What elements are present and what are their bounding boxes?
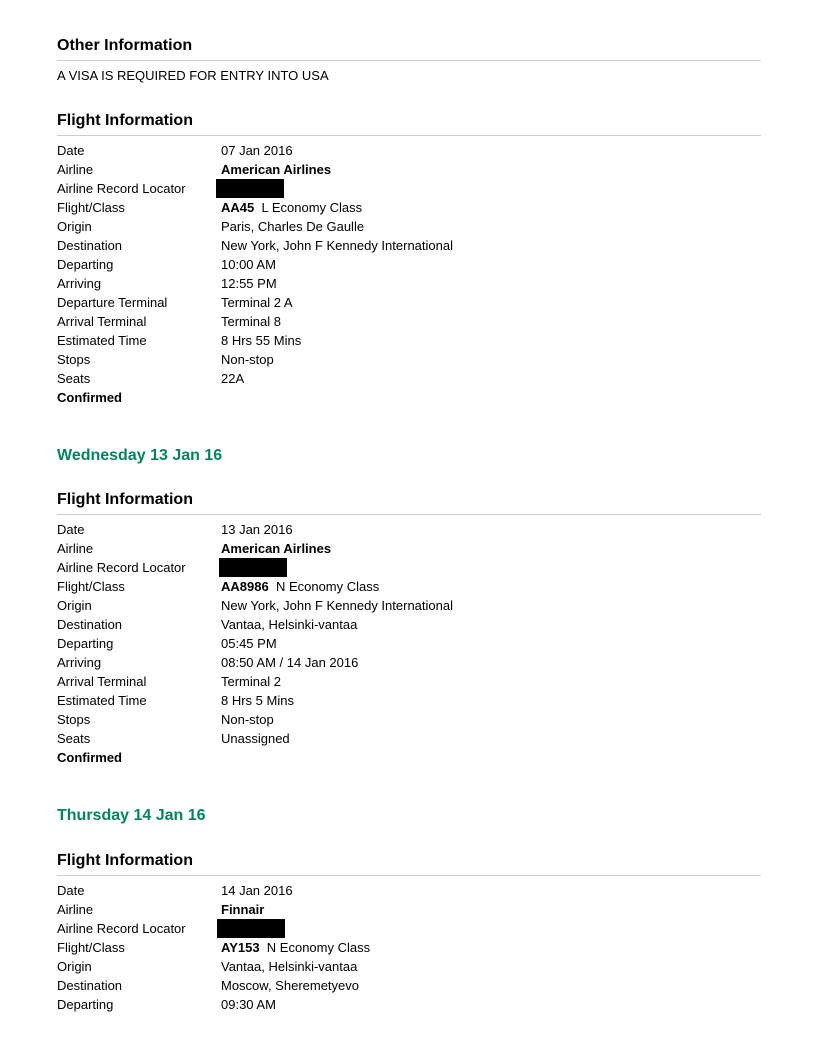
seats-label: Seats bbox=[57, 731, 91, 746]
departing-value: 09:30 AM bbox=[221, 997, 276, 1012]
stops-row bbox=[57, 350, 757, 369]
flight-class-row bbox=[57, 938, 757, 957]
date-row bbox=[57, 141, 757, 160]
airline-value: American Airlines bbox=[221, 541, 332, 556]
airline-value: American Airlines bbox=[221, 162, 332, 177]
destination-label: Destination bbox=[57, 978, 123, 993]
arrival-terminal-value: Terminal 8 bbox=[221, 314, 281, 329]
arriving-label: Arriving bbox=[57, 276, 102, 291]
destination-row bbox=[57, 976, 757, 995]
flight-3-details bbox=[57, 881, 757, 1014]
origin-row bbox=[57, 217, 757, 236]
locator-row bbox=[57, 179, 757, 198]
date-value: 14 Jan 2016 bbox=[221, 883, 293, 898]
flight-2-details bbox=[57, 520, 757, 767]
stops-row bbox=[57, 710, 757, 729]
flight-class-label: Flight/Class bbox=[57, 940, 125, 955]
stops-label: Stops bbox=[57, 352, 91, 367]
stops-value: Non-stop bbox=[221, 352, 274, 367]
seats-label: Seats bbox=[57, 371, 91, 386]
arriving-row bbox=[57, 274, 757, 293]
destination-label: Destination bbox=[57, 238, 123, 253]
date-row bbox=[57, 881, 757, 900]
class-value: N Economy Class bbox=[275, 579, 380, 594]
airline-label: Airline bbox=[57, 541, 94, 556]
estimated-time-value: 8 Hrs 5 Mins bbox=[221, 693, 294, 708]
flight-1-details bbox=[57, 141, 757, 407]
departing-row bbox=[57, 995, 757, 1014]
locator-label: Airline Record Locator bbox=[57, 921, 186, 936]
destination-value: Vantaa, Helsinki-vantaa bbox=[221, 617, 358, 632]
date-value: 13 Jan 2016 bbox=[221, 522, 293, 537]
destination-value: New York, John F Kennedy International bbox=[221, 238, 453, 253]
day-heading-wednesday: Wednesday 13 Jan 16 bbox=[57, 447, 223, 464]
stops-label: Stops bbox=[57, 712, 91, 727]
destination-label: Destination bbox=[57, 617, 123, 632]
class-value: N Economy Class bbox=[266, 940, 371, 955]
arrival-terminal-row bbox=[57, 312, 757, 331]
estimated-time-row bbox=[57, 691, 757, 710]
day-heading-thursday: Thursday 14 Jan 16 bbox=[57, 807, 206, 824]
departure-terminal-value: Terminal 2 A bbox=[221, 295, 293, 310]
origin-label: Origin bbox=[57, 598, 92, 613]
departing-label: Departing bbox=[57, 997, 114, 1012]
departing-row bbox=[57, 255, 757, 274]
class-value: L Economy Class bbox=[261, 200, 363, 215]
estimated-time-label: Estimated Time bbox=[57, 693, 147, 708]
airline-label: Airline bbox=[57, 902, 94, 917]
booking-status: Confirmed bbox=[57, 390, 122, 405]
destination-value: Moscow, Sheremetyevo bbox=[221, 978, 360, 993]
locator-row bbox=[57, 919, 757, 938]
flight-number: AY153 bbox=[221, 940, 260, 955]
other-information-heading: Other Information bbox=[57, 36, 761, 61]
locator-label: Airline Record Locator bbox=[57, 181, 186, 196]
origin-label: Origin bbox=[57, 219, 92, 234]
date-label: Date bbox=[57, 143, 85, 158]
flight-class-row bbox=[57, 198, 757, 217]
seats-row bbox=[57, 369, 757, 388]
origin-value: New York, John F Kennedy International bbox=[221, 598, 453, 613]
flight-number: AA8986 bbox=[221, 579, 269, 594]
arrival-terminal-label: Arrival Terminal bbox=[57, 674, 147, 689]
flight-class-label: Flight/Class bbox=[57, 200, 125, 215]
date-row bbox=[57, 520, 757, 539]
departure-terminal-label: Departure Terminal bbox=[57, 295, 168, 310]
airline-row bbox=[57, 900, 757, 919]
arriving-value: 08:50 AM / 14 Jan 2016 bbox=[221, 655, 359, 670]
origin-value: Vantaa, Helsinki-vantaa bbox=[221, 959, 358, 974]
flight-1-heading: Flight Information bbox=[57, 111, 761, 136]
redacted-locator bbox=[219, 558, 287, 577]
stops-value: Non-stop bbox=[221, 712, 274, 727]
airline-value: Finnair bbox=[221, 902, 265, 917]
estimated-time-label: Estimated Time bbox=[57, 333, 147, 348]
arriving-value: 12:55 PM bbox=[221, 276, 277, 291]
airline-row bbox=[57, 160, 757, 179]
redacted-locator bbox=[216, 179, 284, 198]
seats-row bbox=[57, 729, 757, 748]
date-label: Date bbox=[57, 883, 85, 898]
origin-row bbox=[57, 596, 757, 615]
destination-row bbox=[57, 236, 757, 255]
date-label: Date bbox=[57, 522, 85, 537]
visa-note: A VISA IS REQUIRED FOR ENTRY INTO USA bbox=[57, 68, 329, 83]
airline-row bbox=[57, 539, 757, 558]
departure-terminal-row bbox=[57, 293, 757, 312]
departing-value: 10:00 AM bbox=[221, 257, 276, 272]
locator-row bbox=[57, 558, 757, 577]
departing-value: 05:45 PM bbox=[221, 636, 277, 651]
booking-status: Confirmed bbox=[57, 750, 122, 765]
flight-number: AA45 bbox=[221, 200, 255, 215]
flight-3-heading: Flight Information bbox=[57, 851, 761, 876]
seats-value: Unassigned bbox=[221, 731, 290, 746]
airline-label: Airline bbox=[57, 162, 94, 177]
flight-2-heading: Flight Information bbox=[57, 490, 761, 515]
estimated-time-row bbox=[57, 331, 757, 350]
arriving-row bbox=[57, 653, 757, 672]
flight-class-row bbox=[57, 577, 757, 596]
departing-label: Departing bbox=[57, 636, 114, 651]
seats-value: 22A bbox=[221, 371, 245, 386]
origin-value: Paris, Charles De Gaulle bbox=[221, 219, 365, 234]
arriving-label: Arriving bbox=[57, 655, 102, 670]
locator-label: Airline Record Locator bbox=[57, 560, 186, 575]
arrival-terminal-value: Terminal 2 bbox=[221, 674, 281, 689]
destination-row bbox=[57, 615, 757, 634]
departing-label: Departing bbox=[57, 257, 114, 272]
date-value: 07 Jan 2016 bbox=[221, 143, 293, 158]
redacted-locator bbox=[217, 919, 285, 938]
departing-row bbox=[57, 634, 757, 653]
arrival-terminal-row bbox=[57, 672, 757, 691]
origin-row bbox=[57, 957, 757, 976]
origin-label: Origin bbox=[57, 959, 92, 974]
estimated-time-value: 8 Hrs 55 Mins bbox=[221, 333, 302, 348]
flight-class-label: Flight/Class bbox=[57, 579, 125, 594]
arrival-terminal-label: Arrival Terminal bbox=[57, 314, 147, 329]
